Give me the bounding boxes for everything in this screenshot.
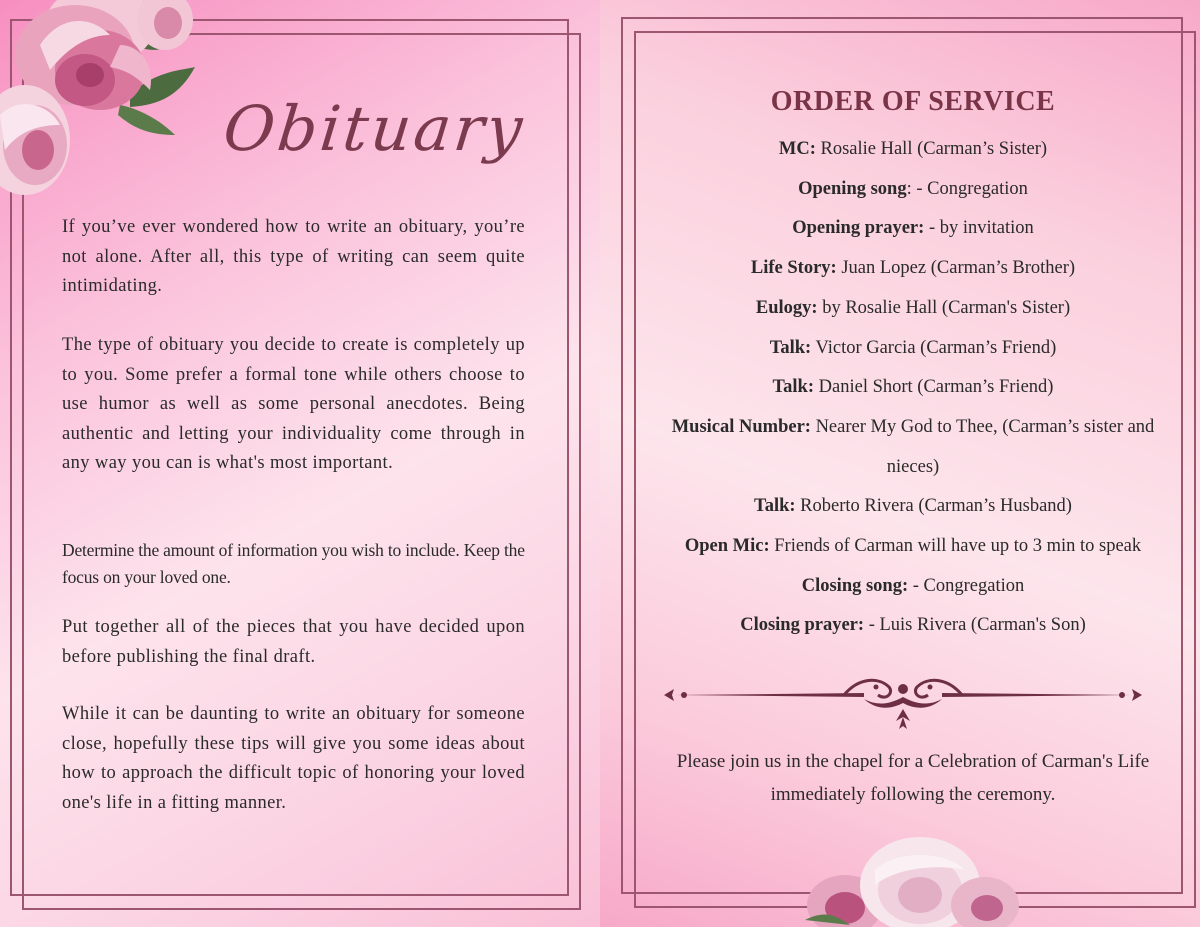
service-title: ORDER OF SERVICE [770, 86, 1056, 117]
service-item-label: Closing song: [801, 575, 909, 596]
service-item [648, 249, 1178, 289]
service-item-text: : - Congregation [906, 178, 1028, 199]
service-item-label: Musical Number: [671, 416, 811, 437]
ornamental-divider-icon [664, 675, 1142, 735]
obituary-paragraph: While it can be daunting to write an obituary for someone close, hopefully these tips will give you some ideas about how to approach the difficult topic of honoring your loved one's life in a fitting manner. [62, 704, 525, 813]
service-item-text: Roberto Rivera (Carman’s Husband) [795, 496, 1072, 517]
service-list [648, 130, 1178, 646]
service-item-text: Rosalie Hall (Carman’s Sister) [815, 139, 1048, 159]
service-item [648, 130, 1178, 170]
service-item [648, 170, 1178, 210]
service-item-label: Open Mic: [684, 536, 770, 557]
service-item-label: Opening song [798, 178, 907, 199]
service-item [648, 289, 1178, 329]
service-item [648, 408, 1178, 487]
service-item [648, 487, 1178, 527]
service-item-text: Juan Lopez (Carman’s Brother) [836, 258, 1076, 279]
service-item-label: Talk: [769, 337, 812, 358]
service-item [648, 567, 1178, 607]
service-item-label: Talk: [754, 496, 796, 517]
obituary-title: Obituary [220, 92, 529, 165]
peony-flower-icon [805, 830, 1020, 927]
service-item-text: Daniel Short (Carman’s Friend) [814, 377, 1054, 398]
service-item-label: Eulogy: [755, 297, 818, 318]
closing-message: Please join us in the chapel for a Celebration of Carman's Life immediately following the ceremony. [676, 751, 1150, 805]
obituary-paragraph: Determine the amount of information you wish to include. Keep the focus on your loved one. [62, 540, 525, 587]
service-item-text: - Luis Rivera (Carman's Son) [864, 615, 1086, 636]
service-item-text: by Rosalie Hall (Carman's Sister) [817, 297, 1071, 318]
service-item-text: - Congregation [908, 575, 1025, 596]
service-item-text: Nearer My God to Thee, (Carman’s sister and nieces) [810, 416, 1155, 477]
service-item-label: MC: [778, 139, 816, 159]
service-item [648, 329, 1178, 369]
obituary-paragraph: The type of obituary you decide to create is completely up to you. Some prefer a formal tone while others choose to use humor as well as some personal anecdotes. Being authentic and letting your individuality come through in any way you can is what's most important. [62, 335, 525, 473]
service-item-text: Victor Garcia (Carman’s Friend) [811, 337, 1057, 358]
service-item [648, 368, 1178, 408]
peony-flower-icon [0, 0, 220, 220]
obituary-paragraph: If you’ve ever wondered how to write an obituary, you’re not alone. After all, this type of writing can seem quite intimidating. [62, 217, 525, 296]
service-item-label: Closing prayer: [740, 615, 865, 636]
service-item-label: Life Story: [750, 258, 837, 279]
service-item-label: Talk: [772, 377, 815, 398]
service-item [648, 606, 1178, 646]
service-item-text: Friends of Carman will have up to 3 min to speak [769, 536, 1142, 557]
service-item-text: - by invitation [924, 218, 1034, 239]
obituary-paragraph: Put together all of the pieces that you have decided upon before publishing the final draft. [62, 617, 525, 667]
order-of-service-panel [600, 0, 1200, 927]
service-item [648, 527, 1178, 567]
service-item-label: Opening prayer: [792, 218, 925, 239]
service-item [648, 209, 1178, 249]
